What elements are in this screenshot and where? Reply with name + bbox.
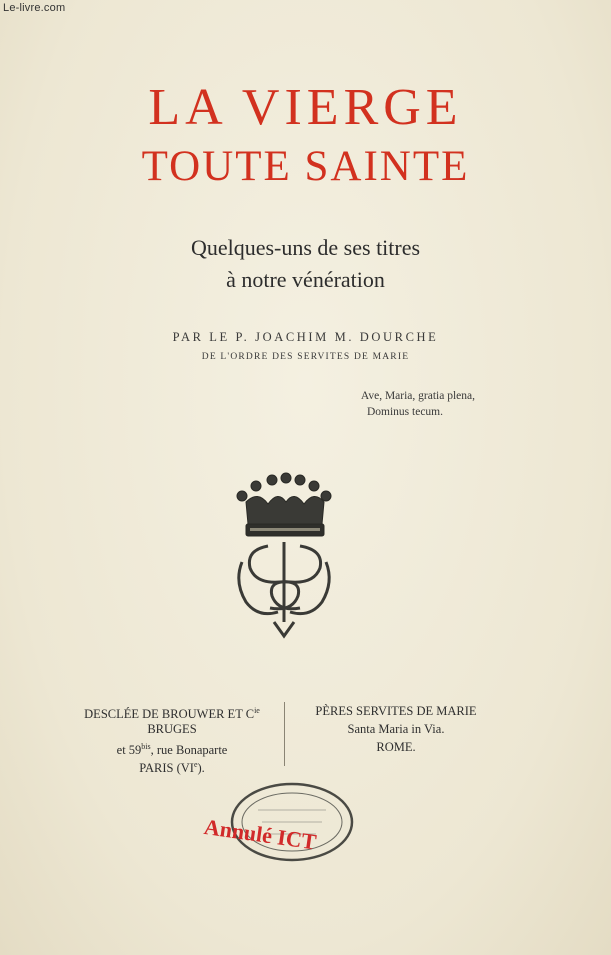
subtitle-line-1: Quelques-uns de ses titres <box>190 235 421 260</box>
title-line-2: TOUTE SAINTE <box>141 143 470 190</box>
publisher-left-line-2: BRUGES <box>147 722 197 736</box>
subtitle-line-2: à notre vénération <box>226 267 385 292</box>
epigraph-line-1: Ave, Maria, gratia plena, <box>360 390 475 402</box>
publisher-right-line-2: Santa Maria in Via. <box>347 722 445 736</box>
site-watermark: Le-livre.com <box>3 2 66 14</box>
column-divider <box>284 702 285 766</box>
publisher-right-line-1: PÈRES SERVITES DE MARIE <box>315 704 477 718</box>
publisher-left <box>62 702 282 774</box>
publisher-right-line-3: ROME. <box>376 740 416 754</box>
publisher-left-line-3: et $59^{bis}$, rue Bonaparte <box>116 742 228 758</box>
publisher-left-line-4: PARIS (VIe). <box>139 760 205 776</box>
order-line: DE L'ORDRE DES SERVITES DE MARIE <box>201 352 410 362</box>
epigraph-line-2: Dominus tecum. <box>366 406 443 418</box>
author-line: PAR LE P. JOACHIM M. DOURCHE <box>172 330 439 344</box>
publisher-right <box>286 702 506 756</box>
annulled-stamp-text: Annulé ICT <box>202 814 318 855</box>
title-line-1: LA VIERGE <box>148 79 463 136</box>
publisher-left-line-1: DESCLÉE DE BROUWER ET $C^{ie}$ <box>84 706 260 722</box>
crown-monogram-icon <box>228 472 340 640</box>
